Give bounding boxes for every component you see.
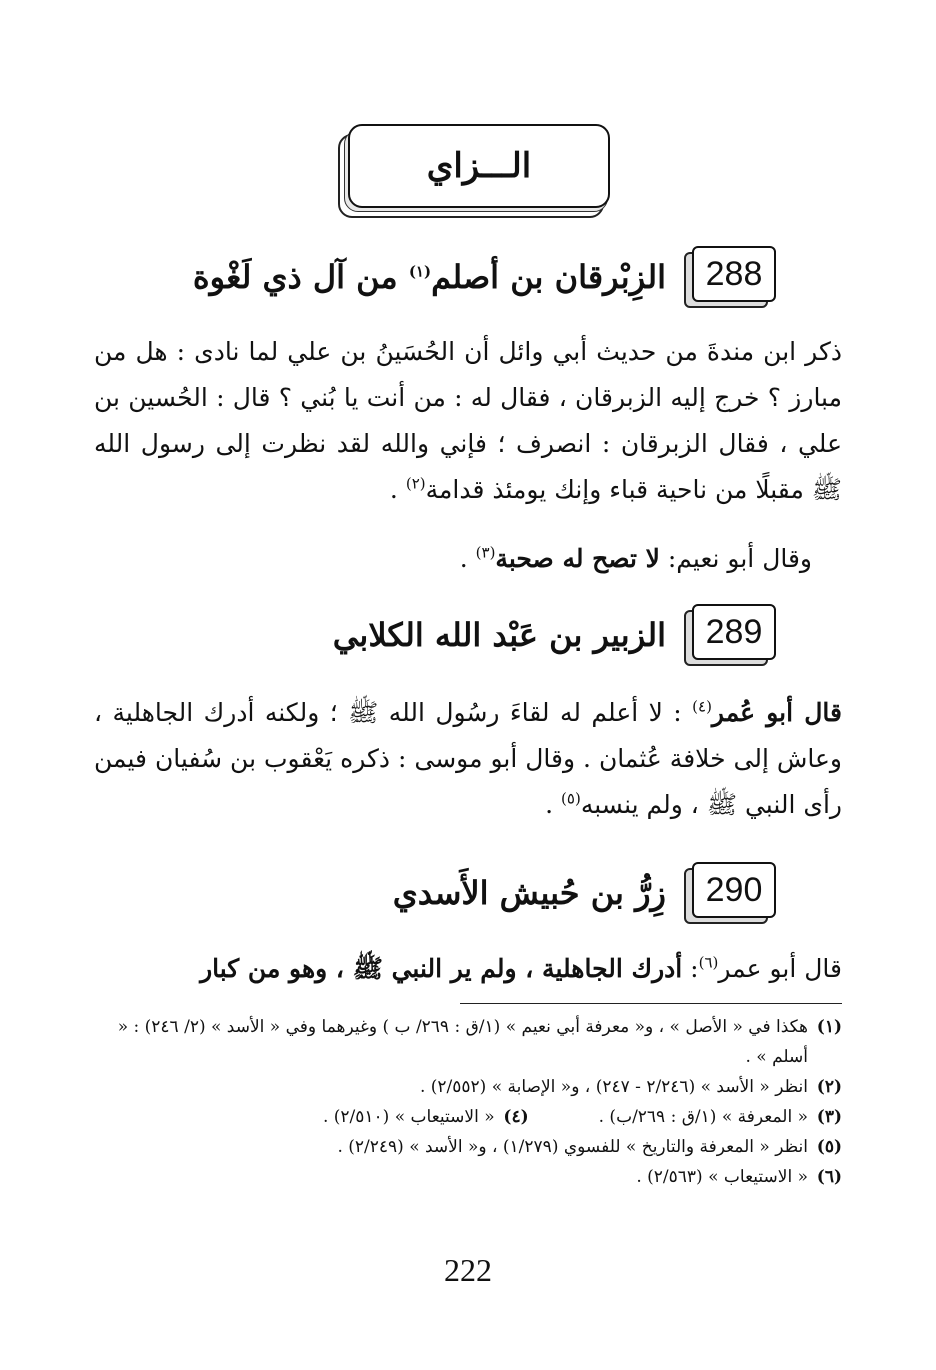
paragraph-end: . [459,544,476,573]
chapter-heading-frame [338,124,610,218]
entry-header-289 [333,604,776,666]
footnote-number: (١) [816,1017,842,1037]
entry-number: 288 [705,254,763,293]
bold-lead: قال أبو عُمر [711,698,843,727]
entry-header-290 [393,862,776,924]
entry-title: الزبير بن عَبْد الله الكلابي [332,616,666,654]
entry-number: 289 [705,612,763,651]
paragraph [94,329,842,513]
bold-quote: لا تصح له صحبة [495,544,660,573]
footnote-number: (٢) [816,1077,842,1097]
entry-name: الزِبْرقان بن أصلم [431,258,666,296]
footnote [323,1102,529,1132]
footnote-ref[interactable]: (١) [408,262,432,281]
paragraph-end: . [545,790,562,819]
entry-number-frame [684,604,776,666]
footnote-number: (٤) [503,1107,529,1127]
paragraph-end: . [389,475,406,504]
footnote [94,1132,842,1162]
entry-title: زِرُّ بن حُبيش الأَسدي [392,874,666,912]
entry-body-290 [94,946,842,992]
paragraph-text: قال أبو عمر [718,954,842,983]
entry-header-288 [193,246,776,308]
footnotes [94,1012,842,1192]
footnote [599,1102,842,1132]
entry-number: 290 [705,870,763,909]
footnote-number: (٣) [816,1107,842,1127]
paragraph-text: : لا أعلم له لقاءَ رسُول الله ﷺ ؛ ولكنه أدرك الجاهلية ، وعاش إلى خلافة عُثمان . وقال أبو موسى : ذكره يَعْقوب بن سُفيان فيمن رأى النبي ﷺ ، ولم ينسبه [94,698,842,819]
entry-number-frame [684,246,776,308]
entry-number-box [692,604,776,660]
paragraph-text: ذكر ابن مندةَ من حديث أبي وائل أن الحُسَينُ بن علي لما نادى : هل من مبارز ؟ خرج إليه الزبرقان ، فقال له : من أنت يا بُني ؟ قال : الحُسين بن علي ، فقال الزبرقان : انصرف ؛ فإني والله لقد نظرت إلى رسول الله ﷺ مقبلًا من ناحية قباء وإنك يومئذ قدامة [94,337,842,504]
footnote-ref[interactable]: (٦) [698,953,719,972]
entry-body-288 [94,329,842,513]
footnote-text: « الاستيعاب » (٢/٥١٠) . [322,1107,495,1127]
paragraph [94,690,842,828]
entry-body-288-b [94,536,842,582]
chapter-heading-box [348,124,610,208]
footnote [94,1012,842,1072]
entry-number-box [692,246,776,302]
footnote-ref[interactable]: (٥) [561,789,581,808]
paragraph [94,536,812,582]
footnote-text: انظر « الأسد » (٢/٢٤٦ - ٢٤٧) ، و« الإصابة » (٢/٥٥٢) . [419,1077,808,1097]
footnote [94,1072,842,1102]
entry-number-box [692,862,776,918]
paragraph [94,946,842,992]
entry-number-frame [684,862,776,924]
footnote-number: (٥) [816,1137,842,1157]
bold-quote: أدرك الجاهلية ، ولم ير النبي ﷺ ، وهو من كبار [200,954,683,983]
footnote-text: « الاستيعاب » (٢/٥٦٣) . [636,1167,808,1187]
footnote-pair [94,1102,842,1132]
footnote [94,1162,842,1192]
entry-title [193,258,666,296]
paragraph-text: وقال أبو نعيم: [659,544,812,573]
footnote-number: (٦) [816,1167,842,1187]
entry-body-289 [94,690,842,828]
footnote-ref[interactable]: (٤) [692,697,712,716]
separator: : [682,954,699,983]
footnote-text: انظر « المعرفة والتاريخ » للفسوي (١/٢٧٩) ، و« الأسد » (٢/٢٤٩) . [337,1137,808,1157]
chapter-title: الـــزاي [426,146,532,186]
footnote-ref[interactable]: (٣) [475,543,496,562]
entry-name-suffix: من آل ذي لَغْوة [192,258,409,296]
footnote-divider [460,1003,842,1004]
footnote-ref[interactable]: (٢) [405,474,426,493]
page-number: 222 [444,1252,492,1288]
footnote-text: هكذا في « الأصل » ، و« معرفة أبي نعيم » (١/ق : ٢٦٩/ ب ) وغيرهما وفي « الأسد » (٢/ ٢٤٦) : « أسلم » . [117,1017,808,1067]
footnote-text: « المعرفة » (١/ق : ٢٦٩/ب) . [598,1107,808,1127]
